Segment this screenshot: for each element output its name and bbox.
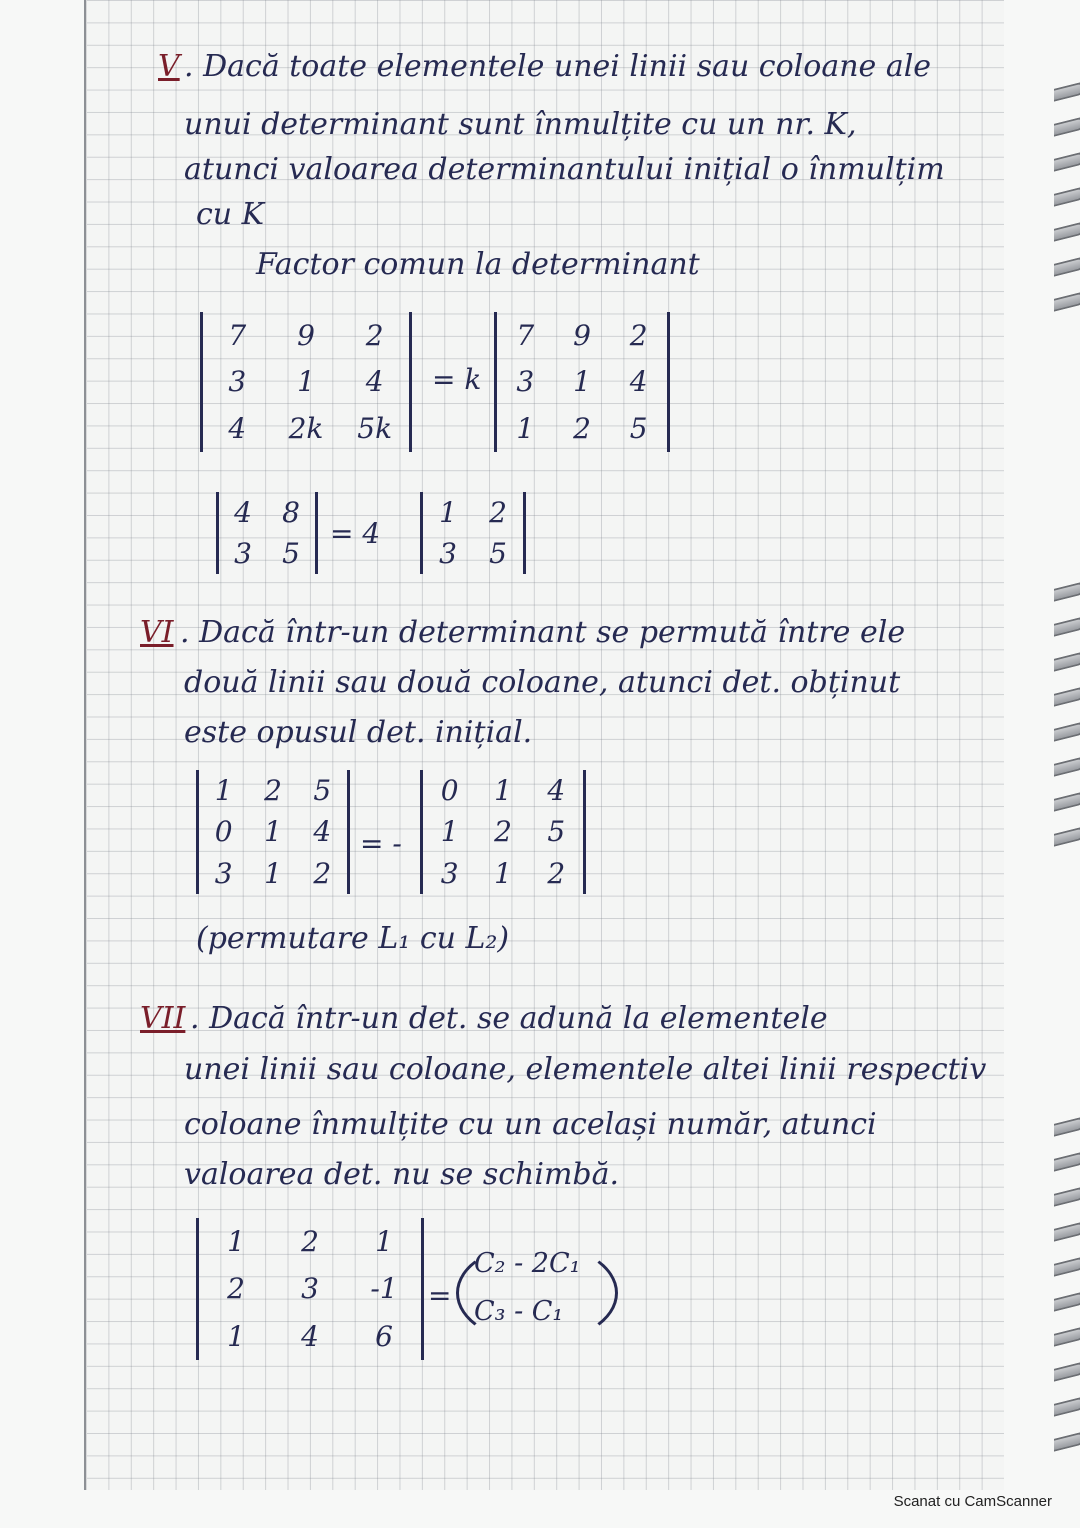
section-vi-line-3: este opusul det. inițial. [184,715,533,750]
section-v-line-1: . Dacă toate elementele unei linii sau coloane ale [184,49,932,84]
matrix-cell: 4 [313,815,332,849]
matrix-cell: 2 [313,856,332,890]
matrix-cell: 9 [573,318,591,352]
matrix-cell: 1 [494,856,512,890]
matrix-cell: 7 [516,318,535,352]
column-operation-2: C₃ - C₁ [474,1296,564,1327]
matrix-cell: 2 [301,1225,319,1259]
equals-sign: = [428,1279,452,1312]
matrix-cell: 1 [227,1225,245,1259]
matrix-cell: 3 [516,365,535,399]
section-vi-numeral: VI [140,615,174,650]
section-v-line-2: unui determinant sunt înmulțite cu un nr. K, [184,107,857,142]
section-vii-numeral: VII [140,1001,186,1036]
matrix-cell: 5 [313,774,332,808]
determinant-v2-right [420,492,526,574]
matrix-cell: 2 [489,496,507,529]
matrix-cell: 1 [264,815,282,849]
matrix-cell: 1 [297,365,315,399]
determinant-vii [196,1218,424,1360]
matrix-cell: 2 [227,1272,245,1306]
matrix-cell: 1 [439,496,457,529]
section-v-line-3: atunci valoarea determinantului inițial o înmulțim [184,152,945,187]
matrix-cell: 3 [228,365,247,399]
section-vii-line-2: unei linii sau coloane, elementele altei linii respectiv [184,1052,987,1087]
equals-k: = k [432,363,482,396]
section-v-numeral: V [158,49,180,84]
matrix-cell: 5k [357,412,393,446]
section-vii-line-4: valoarea det. nu se schimbă. [184,1157,620,1192]
determinant-v2-left [216,492,318,574]
matrix-cell: 3 [440,856,459,890]
matrix-cell: 1 [375,1225,393,1259]
matrix-cell: 8 [282,496,300,529]
column-operation-1: C₂ - 2C₁ [474,1248,581,1279]
matrix-cell: -1 [370,1272,398,1306]
section-vii-line-3: coloane înmulțite cu un același număr, atunci [184,1107,877,1142]
matrix-cell: 0 [440,774,459,808]
determinant-v1-left [200,312,412,452]
section-vii-line-1: . Dacă într-un det. se adună la elementele [190,1001,828,1036]
matrix-cell: 2 [365,318,384,352]
matrix-cell: 4 [234,496,252,529]
matrix-cell: 4 [365,365,384,399]
matrix-cell: 5 [489,537,507,570]
matrix-cell: 2 [494,815,512,849]
matrix-cell: 4 [547,774,566,808]
matrix-cell: 1 [573,365,591,399]
section-vi-line-1: . Dacă într-un determinant se permută între ele [180,615,906,650]
matrix-cell: 4 [228,412,247,446]
matrix-cell: 3 [439,537,457,570]
matrix-cell: 0 [214,815,233,849]
matrix-cell: 9 [297,318,315,352]
camscanner-watermark: Scanat cu CamScanner [893,1493,1052,1510]
spiral-binding [1054,85,1080,330]
matrix-cell: 2 [629,318,648,352]
matrix-cell: 6 [375,1319,393,1353]
matrix-cell: 2 [573,412,591,446]
section-v-line-4: cu K [196,197,265,232]
matrix-cell: 1 [494,774,512,808]
matrix-cell: 3 [301,1272,319,1306]
spiral-binding [1054,585,1080,865]
matrix-cell: 2k [288,412,324,446]
determinant-v1-right [494,312,670,452]
matrix-cell: 5 [629,412,648,446]
matrix-cell: 7 [228,318,247,352]
matrix-cell: 1 [516,412,535,446]
matrix-cell: 1 [264,856,282,890]
equals-minus: = - [360,827,402,860]
section-vi-note: (permutare L₁ cu L₂) [196,921,510,956]
spiral-binding [1054,1120,1080,1470]
matrix-cell: 3 [214,856,233,890]
determinant-vi-right [420,770,586,894]
determinant-vi-left [196,770,350,894]
matrix-cell: 1 [214,774,233,808]
matrix-cell: 2 [264,774,282,808]
matrix-cell: 5 [282,537,300,570]
matrix-cell: 1 [440,815,459,849]
matrix-cell: 4 [301,1319,319,1353]
section-v-subtitle: Factor comun la determinant [256,247,700,282]
matrix-cell: 5 [547,815,566,849]
matrix-cell: 4 [629,365,648,399]
matrix-cell: 2 [547,856,566,890]
equals-4: = 4 [330,517,381,550]
matrix-cell: 3 [234,537,252,570]
matrix-cell: 1 [227,1319,245,1353]
section-vi-line-2: două linii sau două coloane, atunci det. obținut [184,665,901,700]
